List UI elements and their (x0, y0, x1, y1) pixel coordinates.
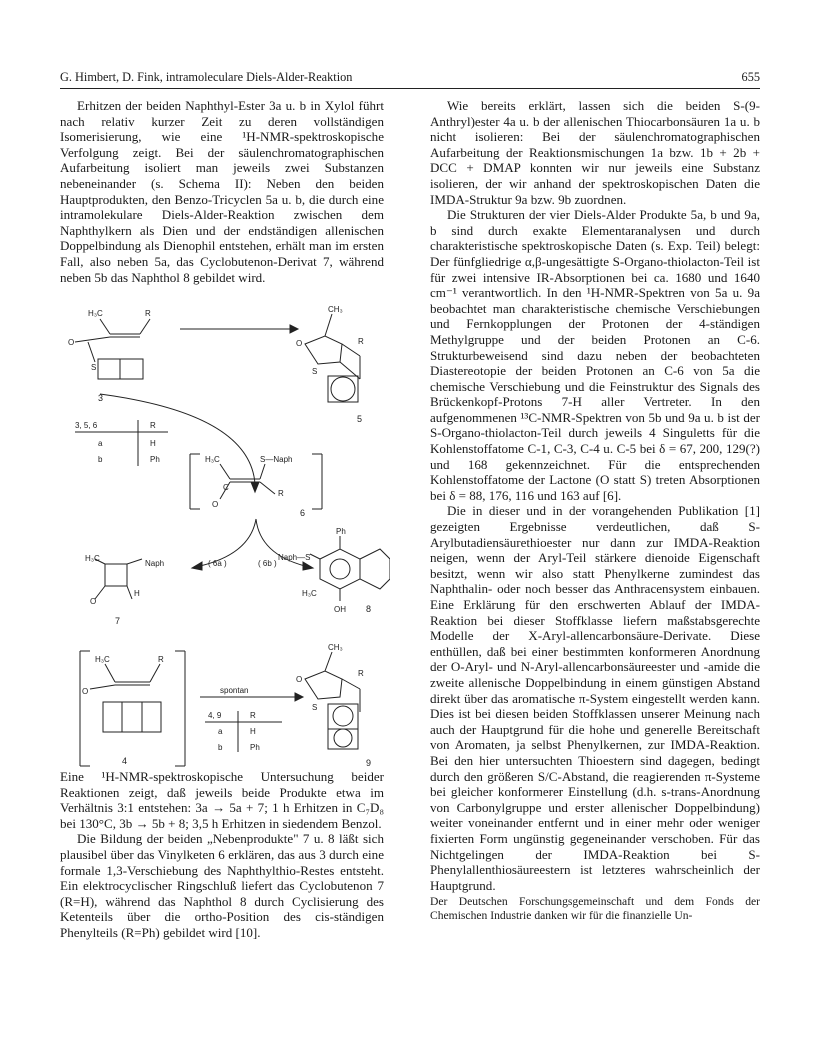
h-7: H (134, 589, 140, 598)
running-header (60, 70, 760, 89)
left-paragraph-1: Erhitzen der beiden Naphthyl-Ester 3a u. b in Xylol führt nach relativ kurzer Zeit zu deren vollständigen Isomerisierung, wie eine ¹H-NMR-spektroskopische Verfolgung zeigt. Bei der säulenchromatographischen Aufarbeitung isoliert man jeweils zwei Substanzen nebeneinander (s. Schema II): Neben den beiden Hauptprodukten, den Benzo-Tricyclen 5a u. b, die durch eine intramolekulare Diels-Alder-Reaktion zwischen dem Naphthylkern als Dien und der endständigen allenischen Doppelbindung als Dienophil entstehen, erhält man im ersten Fall, also neben 5a, das Cyclobutenon-Derivat 7, während neben 5b das Naphthol 8 gebildet wird. (60, 98, 384, 285)
table1-r: R (150, 421, 156, 430)
o-4: O (82, 687, 89, 696)
o-9: O (296, 675, 303, 684)
scheme-drawing (60, 304, 390, 769)
compound-9-label: 9 (366, 758, 372, 768)
h3c-4: H₃C (95, 655, 110, 664)
compound-6-label: 6 (300, 508, 306, 518)
o-6: O (212, 500, 219, 509)
s-5: S (312, 367, 318, 376)
r-4: R (158, 655, 164, 664)
compound-3-label: 3 (98, 393, 104, 403)
right-paragraph-2: Die Strukturen der vier Diels-Alder Produkte 5a, b und 9a, b sind durch exakte Elementaranalysen und durch charakteristische spektroskopische Daten (s. Exp. Teil) belegt: Der fünfgliedrige α,β-ungesättigte S-Organo-thiolacton-Teil ist für zwei intensive IR-Absorptionen bei ca. 1680 und 1640 cm⁻¹ verantwortlich. In den ¹H-NMR-Spektren von 5a u. 9a beobachtet man charakteristische chemische Verschiebungen und Fernkopplungen der Protonen der 4-ständigen Methylgruppe und der beiden Protonen an C-6. Strukturbeweisend sind dazu neben der beobachteten Diastereotopie der beiden Protonen an C-6 von 5a die chemische Verschiebung und die Feinstruktur des Signals des Brückenkopf-Protons 7-H aller Vertreter. In den aufgenommenen ¹³C-NMR-Spektren von 5b und 9a u. b ist der S-Organo-thiolacton-Teil durch jeweils 4 Singuletts für die Kohlenstoffatome C-1, C-3, C-4 u. C-5 bei δ = 67, 200, 129(?) und 168 gekennzeichnet. Für die entsprechenden Kohlenstoffatome der Lactone (O statt S) treten Absorptionen bei δ = 88, 176, 116 und 163 auf [6]. (430, 207, 760, 503)
naph-7: Naph (145, 559, 165, 568)
table2-b-val: Ph (250, 743, 260, 752)
compound-4-label: 4 (122, 756, 128, 766)
table2-b: b (218, 743, 223, 752)
right-paragraph-3: Die in dieser und in der vorangehenden Publikation [1] gezeigten Ergebnisse verdeutlichen, daß S-Arylbutadiensäurethioester nur dann zur IMDA-Reaktion neigen, wenn der Aryl-Teil stärkere dienoide Eigenschaft besitzt, wenn wir also statt Phenylkerne zumindest das Naphthalin- oder noch besser das Anthracensystem einbauen. Eine Erklärung für den erschwerten Ablauf der IMDA-Reaktion bei dieser Stoffklasse liefern maßstabsgerechte Modelle der X-Aryl-allencarbonsäure-Derivate. Diese enthüllen, daß bei einer bestimmten konformeren Anordnung der O-Aryl- und N-Aryl-allencarbonsäureester und -amide die zweite allenische Doppelbindung in einem günstigen Abstand direkt über das aromatische π-System eingestellt werden kann. Dies ist bei diesen beiden Stoffklassen unserer Meinung nach auch der Hauptgrund für die hohe und generelle Bereitschaft von Aromaten, ja selbst Phenylkernen, zur IMDA-Reaktion. Bei den hier untersuchten Thioestern sind dagegen, bedingt durch den größeren S/C-Abstand, die reagierenden π-Systeme bei gleicher konformerer Einstellung (d.h. s-trans-Anordnung von Carbonylgruppe und erster allenischer Doppelbindung) weiter voneinander entfernt und in einer mehr oder weniger fixierten Form ungünstig gegeneinander verschoben. Für das Nichtgelingen der IMDA-Reaktion bei S-Phenylallenthiosäureestern ist letzteres wahrscheinlich der Hauptgrund. (430, 503, 760, 893)
left-column-top (60, 98, 384, 285)
r-6: R (278, 489, 284, 498)
naph-6: S—Naph (260, 455, 293, 464)
page-number: 655 (741, 70, 760, 84)
reaction-scheme (60, 304, 390, 769)
arrow-6b-label: ( 6b ) (258, 559, 277, 568)
r-9: R (358, 669, 364, 678)
oh-8: OH (334, 605, 346, 614)
s-9: S (312, 703, 318, 712)
o-5: O (296, 339, 303, 348)
right-column (430, 98, 760, 923)
compound-5-label: 5 (357, 414, 363, 424)
table1-a-val: H (150, 439, 156, 448)
left-paragraph-2: Eine ¹H-NMR-spektroskopische Untersuchung beider Reaktionen zeigt, daß jeweils beide Produkte etwa im Verhältnis 3:1 entstehen: 3a → 5a + 7; 1 h Erhitzen in C₇D₈ bei 130°C, 3b → 5b + 8; 3,5 h Erhitzen in siedendem Benzol. (60, 769, 384, 831)
table2-a-val: H (250, 727, 256, 736)
c-6: C (223, 483, 229, 492)
spontan-label: spontan (220, 686, 249, 695)
acknowledgement: Der Deutschen Forschungsgemeinschaft und dem Fonds der Chemischen Industrie danken wir für die finanzielle Un- (430, 895, 760, 923)
table1-b-val: Ph (150, 455, 160, 464)
table2-header: 4, 9 (208, 711, 222, 720)
naph-8: Naph—S (278, 553, 311, 562)
table1-b: b (98, 455, 103, 464)
right-paragraph-1: Wie bereits erklärt, lassen sich die beiden S-(9-Anthryl)ester 4a u. b der allenischen Thiocarbonsäuren 1a u. b nicht isolieren: Bei der säulenchromatographischen Aufarbeitung der Reaktionsmischungen 1a bzw. 1b + 2b + DCC + DMAP konnten wir nur jeweils eine Substanz isolieren, der wir anhand der spektroskopischen Daten die IMDA-Struktur 9a bzw. 9b zuordnen. (430, 98, 760, 207)
running-title: G. Himbert, D. Fink, intramoleculare Diels-Alder-Reaktion (60, 70, 353, 84)
s-3: S (91, 363, 97, 372)
left-paragraph-3: Die Bildung der beiden „Nebenprodukte" 7 u. 8 läßt sich plausibel über das Vinylketen 6 erklären, das aus 3 durch eine formale 1,3-Verschiebung des Naphthylthio-Restes entsteht. Ein elektrocyclischer Ringschluß liefert das Cyclobutenon 7 (R=H), während das Naphthol 8 durch Cyclisierung des Ketenteils über die ortho-Position des cis-ständigen Phenylteils (R=Ph) gebildet wird [10]. (60, 831, 384, 940)
ch3-5: CH₃ (328, 305, 343, 314)
compound-7-label: 7 (115, 616, 121, 626)
r-3: R (145, 309, 151, 318)
h3c-6: H₃C (205, 455, 220, 464)
table2-a: a (218, 727, 223, 736)
o-3: O (68, 338, 75, 347)
ch3-9: CH₃ (328, 643, 343, 652)
o-7: O (90, 597, 97, 606)
r-5: R (358, 337, 364, 346)
table1-a: a (98, 439, 103, 448)
h3c-7: H₃C (85, 554, 100, 563)
table1-header: 3, 5, 6 (75, 421, 98, 430)
h3c-8: H₃C (302, 589, 317, 598)
table2-r: R (250, 711, 256, 720)
ph-8: Ph (336, 527, 346, 536)
left-column-bottom (60, 769, 384, 941)
h3c-3: H₃C (88, 309, 103, 318)
compound-8-label: 8 (366, 604, 372, 614)
arrow-6a-label: ( 6a ) (208, 559, 227, 568)
